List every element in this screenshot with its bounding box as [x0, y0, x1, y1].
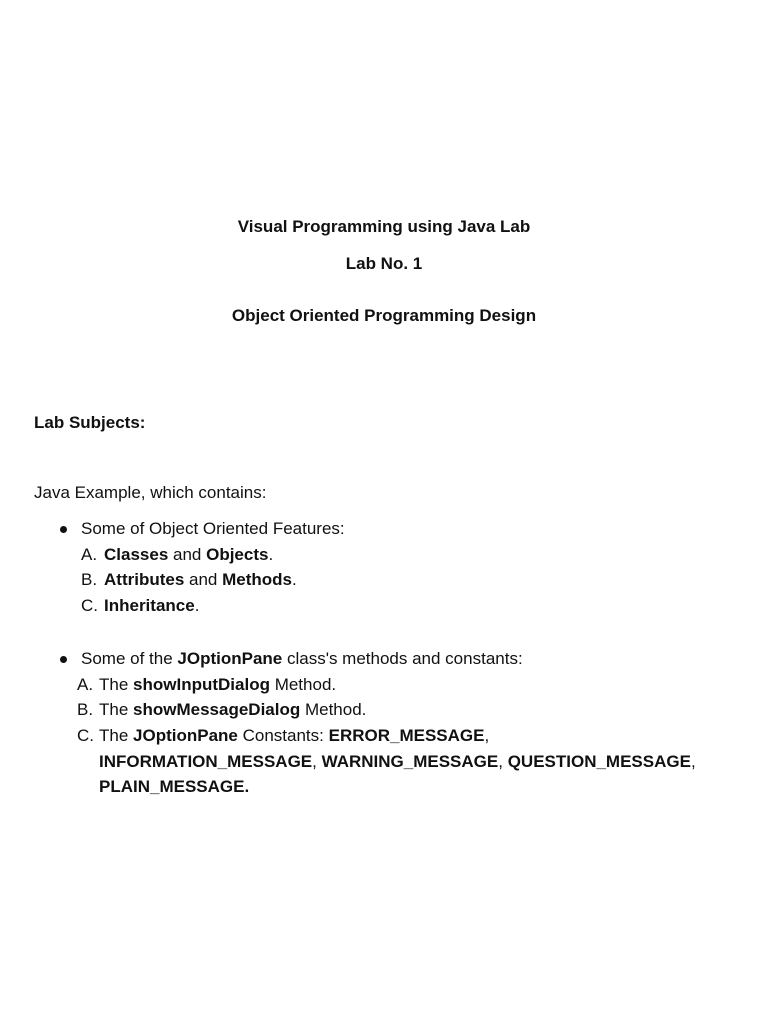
list-marker: A.	[77, 675, 94, 694]
constants-continuation-line	[99, 776, 249, 798]
bullet-oop-features: Some of Object Oriented Features:	[81, 519, 345, 538]
list-item-classes-objects	[104, 544, 273, 566]
punctuation: .	[268, 545, 274, 564]
term-information-message: INFORMATION_MESSAGE	[99, 752, 313, 771]
lab-number: Lab No. 1	[345, 254, 423, 273]
term-showinputdialog: showInputDialog	[133, 675, 270, 694]
list-item-showinputdialog	[99, 674, 336, 696]
list-item-constants	[99, 725, 489, 747]
term-plain-message: PLAIN_MESSAGE.	[99, 777, 250, 796]
list-marker: C.	[81, 596, 98, 615]
term-inheritance: Inheritance	[104, 596, 195, 615]
item-prefix: The	[99, 726, 134, 745]
item-suffix: Method.	[269, 675, 337, 694]
item-prefix: The	[99, 700, 134, 719]
list-marker: A.	[81, 545, 98, 564]
item-prefix: The	[99, 675, 134, 694]
term-joptionpane: JOptionPane	[133, 726, 238, 745]
list-item-inheritance	[104, 595, 199, 617]
punctuation: ,	[312, 752, 322, 771]
intro-text: Java Example, which contains:	[34, 483, 267, 502]
term-warning-message: WARNING_MESSAGE	[321, 752, 499, 771]
list-item-showmessagedialog	[99, 699, 366, 721]
list-marker: B.	[77, 700, 94, 719]
term-error-message: ERROR_MESSAGE	[328, 726, 485, 745]
connector-text: and	[168, 545, 207, 564]
punctuation: ,	[690, 752, 696, 771]
lab-title: Object Oriented Programming Design	[231, 306, 537, 325]
punctuation: ,	[498, 752, 508, 771]
punctuation: .	[194, 596, 200, 615]
bullet-text-pre: Some of the	[81, 649, 178, 668]
bullet-dot	[60, 656, 67, 663]
connector-text: and	[184, 570, 223, 589]
list-item-attributes-methods	[104, 569, 297, 591]
term-objects: Objects	[206, 545, 269, 564]
constants-continuation-line	[99, 751, 696, 773]
punctuation: .	[291, 570, 297, 589]
bullet-joptionpane	[81, 648, 523, 670]
bullet-text-post: class's methods and constants:	[282, 649, 523, 668]
punctuation: ,	[484, 726, 490, 745]
term-attributes: Attributes	[104, 570, 185, 589]
term-classes: Classes	[104, 545, 169, 564]
subjects-heading: Lab Subjects:	[34, 413, 146, 432]
list-marker: C.	[77, 726, 94, 745]
list-marker: B.	[81, 570, 98, 589]
term-joptionpane: JOptionPane	[177, 649, 283, 668]
item-middle: Constants:	[237, 726, 329, 745]
item-suffix: Method.	[300, 700, 367, 719]
course-title: Visual Programming using Java Lab	[237, 217, 531, 236]
bullet-dot	[60, 526, 67, 533]
term-question-message: QUESTION_MESSAGE	[507, 752, 691, 771]
term-methods: Methods	[222, 570, 292, 589]
term-showmessagedialog: showMessageDialog	[133, 700, 301, 719]
